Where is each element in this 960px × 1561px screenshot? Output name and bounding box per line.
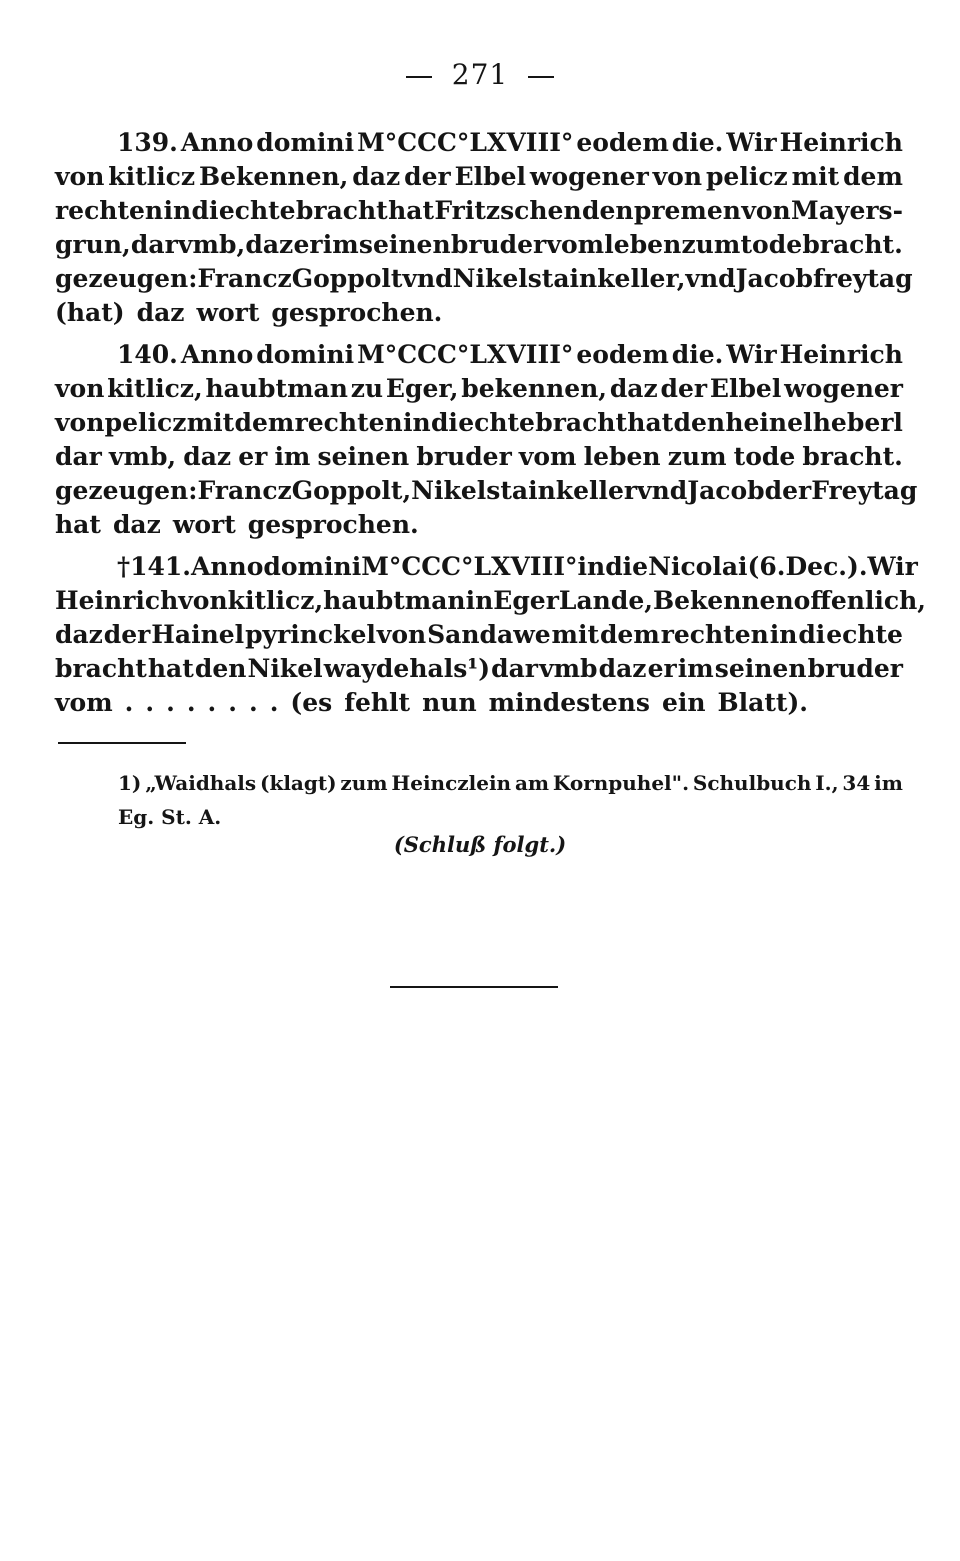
word: am: [514, 771, 550, 795]
word: bracht: [295, 196, 388, 225]
word: tode: [733, 442, 796, 471]
word: Wir: [726, 128, 777, 157]
word: daz: [55, 620, 103, 649]
word: nun: [422, 688, 477, 717]
word: bracht.: [802, 230, 903, 259]
word: rechten: [660, 620, 769, 649]
word: heinel: [725, 408, 813, 437]
word: mit: [791, 162, 840, 191]
word: daz: [245, 230, 294, 259]
word: mit: [551, 620, 600, 649]
word: die: [605, 552, 649, 581]
word: (es: [290, 688, 333, 717]
word: zum: [340, 771, 388, 795]
word: von: [55, 374, 105, 403]
end-rule: [390, 986, 558, 988]
word: in: [402, 408, 431, 437]
text-line: [55, 228, 903, 262]
word: daz: [112, 510, 161, 539]
word: Heinrich: [779, 340, 903, 369]
word: Bekennen: [652, 586, 794, 615]
text-line: [55, 474, 918, 508]
word: pyrinckel: [245, 620, 376, 649]
word: zum: [681, 230, 741, 259]
word: eodem: [576, 128, 669, 157]
word: haubtman: [205, 374, 348, 403]
word: vom: [546, 230, 605, 259]
word: dem: [234, 408, 295, 437]
word: seinen: [714, 654, 807, 683]
word: Lande,: [558, 586, 653, 615]
word: haubtman: [323, 586, 466, 615]
word: von: [652, 162, 703, 191]
word: 141.: [130, 552, 191, 581]
word: Bekennen,: [198, 162, 349, 191]
word: Jacob: [687, 476, 765, 505]
word: von: [741, 196, 791, 225]
word: im: [322, 230, 359, 259]
word: im: [874, 771, 903, 795]
word: vnd: [685, 264, 736, 293]
word: rechten: [294, 408, 403, 437]
word: .: [207, 688, 217, 717]
word: Nikel: [411, 476, 487, 505]
word: Blatt).: [717, 688, 808, 717]
word: kitlicz: [108, 162, 196, 191]
word: Sandawe: [427, 620, 551, 649]
word: stainkeller: [486, 476, 638, 505]
word: seinen: [317, 442, 410, 471]
word: bracht: [55, 654, 147, 683]
word: tode: [740, 230, 803, 259]
text-line: [55, 160, 903, 194]
word: in: [769, 620, 798, 649]
word: kitlicz,: [107, 374, 203, 403]
entry-139: [55, 126, 913, 330]
word: .: [269, 688, 279, 717]
word: di: [430, 408, 458, 437]
word: gezeugen:: [55, 264, 198, 293]
word: vmb,: [108, 442, 177, 471]
word: Fritzschen: [434, 196, 582, 225]
word: Eger,: [385, 374, 459, 403]
word: daz: [352, 162, 401, 191]
word: di: [798, 620, 826, 649]
word: Anno: [180, 340, 254, 369]
word: zum: [667, 442, 727, 471]
word: bruder: [416, 442, 512, 471]
word: Dec.).: [785, 552, 868, 581]
word: vom: [55, 688, 113, 717]
word: echte: [458, 408, 535, 437]
word: der: [404, 162, 451, 191]
word: dar: [491, 654, 538, 683]
word: die.: [671, 128, 724, 157]
word: pelicz: [705, 162, 788, 191]
word: domini: [263, 552, 362, 581]
word: Mayers-: [791, 196, 903, 225]
word: vmb: [539, 654, 598, 683]
entry-140: [55, 338, 918, 542]
word: Heinrich: [55, 586, 179, 615]
word: er: [238, 442, 268, 471]
word: vnd: [637, 476, 688, 505]
footnote-separator: [58, 742, 186, 744]
word: daz: [183, 442, 232, 471]
word: Schulbuch: [692, 771, 812, 795]
text-line: [55, 406, 903, 440]
text-line: [55, 508, 903, 542]
text-line: [55, 440, 903, 474]
word: vom: [518, 442, 577, 471]
word: im: [677, 654, 714, 683]
text-line: [55, 584, 927, 618]
word: eodem: [576, 340, 669, 369]
word: im: [274, 442, 311, 471]
word: Hainel: [151, 620, 245, 649]
text-line: [55, 262, 913, 296]
word: M°CCC°LXVIII°: [357, 128, 574, 157]
word: bekennen,: [461, 374, 607, 403]
footnote: [118, 766, 903, 834]
word: .: [248, 688, 258, 717]
word: zu: [350, 374, 384, 403]
word: M°CCC°LXVIII°: [357, 340, 574, 369]
word: grun,: [55, 230, 131, 259]
text-line: [55, 686, 903, 720]
word: wort: [172, 510, 236, 539]
word: freytag: [813, 264, 913, 293]
word: waydehals¹): [323, 654, 491, 683]
word: dem: [843, 162, 903, 191]
word: vmb,: [177, 230, 246, 259]
word: Goppolt,: [291, 476, 412, 505]
text-line: [55, 652, 903, 686]
text-line: [55, 126, 903, 160]
word: die.: [671, 340, 724, 369]
word: gesprochen.: [271, 298, 443, 327]
word: .: [166, 688, 175, 717]
word: Jacob: [735, 264, 814, 293]
word: 140.: [117, 340, 178, 369]
word: (6.: [747, 552, 786, 581]
word: Wir: [867, 552, 918, 581]
page-number-dash-left: [406, 76, 432, 78]
word: (klagt): [260, 771, 337, 795]
word: †: [117, 552, 131, 581]
word: heberl: [812, 408, 903, 437]
text-line: [55, 194, 903, 228]
word: in: [577, 552, 606, 581]
word: Elbel: [709, 374, 782, 403]
word: von: [55, 408, 105, 437]
word: fehlt: [344, 688, 411, 717]
word: Anno: [180, 128, 254, 157]
word: Anno: [190, 552, 264, 581]
word: hat: [55, 510, 101, 539]
word: Freytag: [811, 476, 918, 505]
word: I.,: [815, 771, 839, 795]
footnote-line-2: Eg. St. A.: [118, 805, 222, 829]
word: stainkeller,: [527, 264, 686, 293]
word: domini: [256, 128, 355, 157]
word: Nikel: [247, 654, 323, 683]
word: Kornpuhel".: [552, 771, 690, 795]
word: offenlich,: [793, 586, 927, 615]
word: leben: [604, 230, 682, 259]
word: Wir: [726, 340, 777, 369]
word: Heinczlein: [391, 771, 512, 795]
word: wogener: [784, 374, 903, 403]
page-number-header: [0, 58, 960, 91]
word: bruder: [450, 230, 547, 259]
word: echte: [218, 196, 296, 225]
text-line: [55, 550, 918, 584]
word: gezeugen:: [55, 476, 198, 505]
word: wort: [196, 298, 260, 327]
word: hat: [388, 196, 434, 225]
word: .: [124, 688, 134, 717]
word: hat: [147, 654, 194, 683]
word: Nikel: [452, 264, 528, 293]
word: rechten: [55, 196, 164, 225]
word: den: [673, 408, 726, 437]
word: domini: [256, 340, 355, 369]
word: (hat): [55, 298, 125, 327]
word: daz: [598, 654, 647, 683]
text-line: [55, 618, 903, 652]
word: gesprochen.: [247, 510, 419, 539]
word: vnd: [402, 264, 453, 293]
word: 139.: [117, 128, 178, 157]
word: er: [647, 654, 677, 683]
word: Goppolt: [291, 264, 403, 293]
word: .: [228, 688, 237, 717]
word: Eger: [493, 586, 559, 615]
word: leben: [583, 442, 661, 471]
word: dem: [599, 620, 660, 649]
word: daz: [136, 298, 185, 327]
word: den: [581, 196, 634, 225]
word: pelicz: [104, 408, 187, 437]
word: bracht: [535, 408, 628, 437]
word: ein: [661, 688, 706, 717]
text-line: [55, 296, 903, 330]
word: von: [376, 620, 427, 649]
word: hat: [627, 408, 674, 437]
word: der: [103, 620, 151, 649]
entry-141: [55, 550, 927, 720]
word: der: [764, 476, 812, 505]
word: er: [293, 230, 323, 259]
word: di: [191, 196, 219, 225]
word: kitlicz,: [227, 586, 324, 615]
word: premen: [633, 196, 741, 225]
word: mit: [186, 408, 235, 437]
word: bracht.: [802, 442, 903, 471]
page-number: 271: [451, 58, 509, 91]
word: in: [465, 586, 494, 615]
footnote-line-1: [118, 766, 903, 800]
word: bruder: [807, 654, 903, 683]
word: dar: [55, 442, 102, 471]
word: Elbel: [454, 162, 526, 191]
word: mindestens: [488, 688, 650, 717]
word: wogener: [529, 162, 649, 191]
word: .: [145, 688, 155, 717]
word: .: [186, 688, 196, 717]
word: Francz: [197, 476, 292, 505]
word: von: [55, 162, 105, 191]
word: Nicolai: [648, 552, 748, 581]
word: in: [163, 196, 192, 225]
page-number-dash-right: [528, 76, 554, 78]
continued-note: (Schluß folgt.): [393, 832, 567, 857]
word: von: [178, 586, 228, 615]
word: seinen: [358, 230, 451, 259]
word: daz: [609, 374, 658, 403]
word: M°CCC°LXVIII°: [361, 552, 578, 581]
word: 1): [118, 771, 142, 795]
word: echte: [826, 620, 903, 649]
text-line: [55, 338, 903, 372]
word: den: [194, 654, 247, 683]
word: der: [660, 374, 708, 403]
word: Francz: [197, 264, 292, 293]
text-line: [55, 372, 903, 406]
word: Heinrich: [779, 128, 903, 157]
word: „Waidhals: [145, 771, 257, 795]
word: 34: [842, 771, 871, 795]
word: dar: [130, 230, 178, 259]
